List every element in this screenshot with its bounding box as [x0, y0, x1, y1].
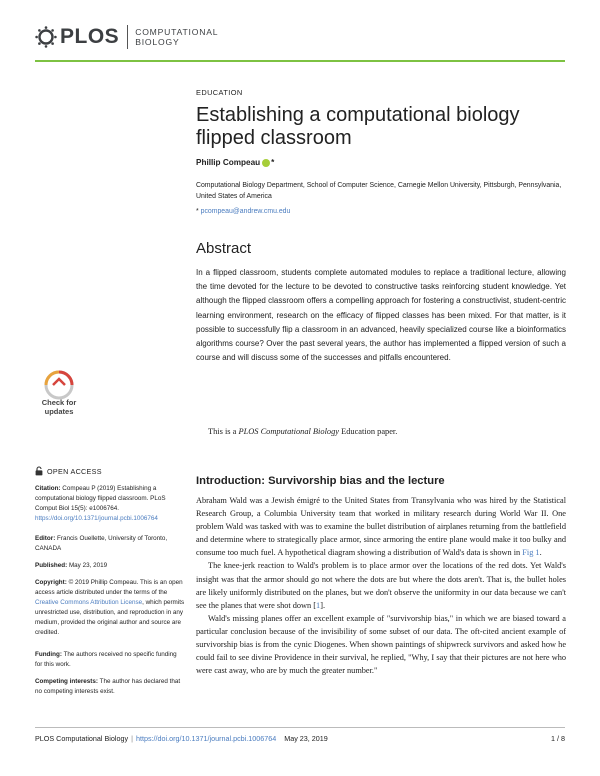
section-heading: Introduction: Survivorship bias and the lecture — [196, 475, 445, 487]
journal-name-line2: BIOLOGY — [135, 37, 180, 47]
paragraph-2-end: ]. — [320, 600, 326, 610]
orcid-icon[interactable] — [262, 159, 270, 167]
footer-separator — [279, 734, 281, 743]
funding-block — [35, 650, 185, 670]
email-link[interactable]: pcompeau@andrew.cmu.edu — [200, 208, 291, 215]
footer-separator: | — [131, 734, 133, 743]
citation-block — [35, 484, 185, 524]
citation-text: Compeau P (2019) Establishing a computational biology flipped classroom. PLoS Comput Biol 15(5): e1006764. — [35, 485, 166, 512]
editor-label: Editor: — [35, 535, 56, 542]
author-affiliation: Computational Biology Department, School of Computer Science, Carnegie Mellon University, Pittsburgh, Pennsylvania, United States of America — [196, 182, 562, 200]
paragraph-1-end: . — [539, 548, 542, 558]
header-rule — [35, 60, 565, 62]
page-number: 1 / 8 — [551, 734, 565, 743]
citation-label: Citation: — [35, 485, 61, 492]
footer-doi-link[interactable]: https://doi.org/10.1371/journal.pcbi.1006764 — [135, 734, 277, 743]
license-link[interactable]: Creative Commons Attribution License — [35, 599, 143, 606]
check-for-updates-label[interactable] — [35, 398, 83, 416]
paragraph-2 — [196, 559, 566, 611]
published-date: May 23, 2019 — [68, 562, 108, 569]
footer-rule — [35, 727, 565, 728]
copyright-block — [35, 578, 185, 638]
article-section: EDUCATION — [196, 88, 243, 97]
footer-date: May 23, 2019 — [284, 734, 328, 743]
abstract-text: In a flipped classroom, students complete automated modules to replace a traditional lecture, allowing the time devoted for the lecture to be devoted to constructive tasks reinforcing student knowledge. Yet although the flipped classroom offers a compelling approach for fostering a constructivist, student-centric learning environment, research on the efficacy of flipped classes has been mixed. For that matter, is it possible to successfully flip a classroom in an advanced, heavily specialized course like a bioinformatics algorithms course? Over the past several years, the author has implemented a flipped version of such a course and will discuss some of the successes and pitfalls encountered. — [196, 268, 566, 363]
education-note-journal: PLOS Computational Biology — [238, 427, 339, 436]
paragraph-3: Wald's missing planes offer an excellent example of "survivorship bias," in which we are biased toward a particular conclusion because of the invisibility of some subset of our data. The oft-cited ancient example of survivorship bias is from the cynic Diogenes. When shown paintings of shipwreck survivors and asked how he could fail to see divine Providence in their survival, he replied, "Why, I say that their pictures are not here who were cast away, who are by much the greater number." — [196, 613, 566, 676]
education-note — [208, 427, 397, 436]
open-access-label: OPEN ACCESS — [47, 466, 102, 476]
author-line — [196, 158, 274, 167]
paragraph-2-text: The knee-jerk reaction to Wald's problem is to place armor over the locations of the red dots. Yet Wald's insight was that the armor should go not where the dots are but where the dots aren't. That is, the bullet holes are likely uniformly distributed on the planes, but we don't observe the uniformity in our data because we can't see the planes that were shot down [ — [196, 561, 566, 610]
copyright-label: Copyright: — [35, 579, 67, 586]
published-label: Published: — [35, 562, 68, 569]
funding-label: Funding: — [35, 651, 62, 658]
plos-logo-icon — [35, 26, 57, 48]
article-title: Establishing a computational biology flipped classroom — [196, 104, 520, 149]
published-block — [35, 561, 185, 571]
copyright-text: © 2019 Phillip Compeau. This is an open access article distributed under the terms of the — [35, 579, 183, 596]
author-mark: * — [271, 158, 275, 167]
editor-text: Francis Ouellette, University of Toronto, CANADA — [35, 535, 168, 552]
editor-block — [35, 534, 185, 554]
education-note-pre: This is a — [208, 427, 239, 436]
logo-wordmark: PLOS — [60, 25, 120, 48]
check-for-updates-line1: Check for — [41, 398, 77, 407]
page-footer — [35, 734, 565, 743]
journal-name — [135, 27, 218, 47]
abstract-heading: Abstract — [196, 240, 252, 257]
email-mark: * — [196, 208, 199, 215]
check-for-updates-line2: updates — [44, 407, 74, 416]
open-access-badge — [35, 466, 102, 476]
paragraph-1-text: Abraham Wald was a Jewish émigré to the United States from Transylvania who was hired by the Statistical Research Group, a Columbia University team that worked in military research during World War II. One problem Wald was tasked with was to examine the bullet distribution of airplanes returning from the battlefield and determine where to strategically place armor, since armoring the entire plane would make it too bulky and consume too much fuel. A hypothetical diagram showing a distribution of Wald's data is shown in — [196, 496, 566, 558]
body-text — [196, 494, 566, 677]
author-name[interactable]: Phillip Compeau — [196, 158, 261, 167]
corresponding-email — [196, 208, 290, 215]
competing-interests-text: The author has declared that no competing interests exist. — [35, 678, 181, 695]
reference-1-link[interactable]: 1 — [316, 600, 321, 610]
journal-name-line1: COMPUTATIONAL — [135, 27, 219, 37]
funding-text: The authors received no specific funding for this work. — [35, 651, 177, 668]
copyright-text-2: , which permits unrestricted use, distribution, and reproduction in any medium, provided the original author and source are credited. — [35, 599, 185, 636]
paragraph-1 — [196, 494, 566, 559]
open-lock-icon — [35, 466, 43, 476]
footer-journal: PLOS Computational Biology — [35, 734, 129, 743]
journal-logo[interactable] — [35, 22, 218, 52]
logo-divider — [127, 25, 128, 49]
figure-1-link[interactable]: Fig 1 — [522, 548, 540, 558]
education-note-post: Education paper. — [338, 427, 398, 436]
citation-doi-link[interactable]: https://doi.org/10.1371/journal.pcbi.1006764 — [35, 515, 158, 522]
competing-interests-label: Competing interests: — [35, 678, 98, 685]
competing-interests-block — [35, 677, 185, 697]
